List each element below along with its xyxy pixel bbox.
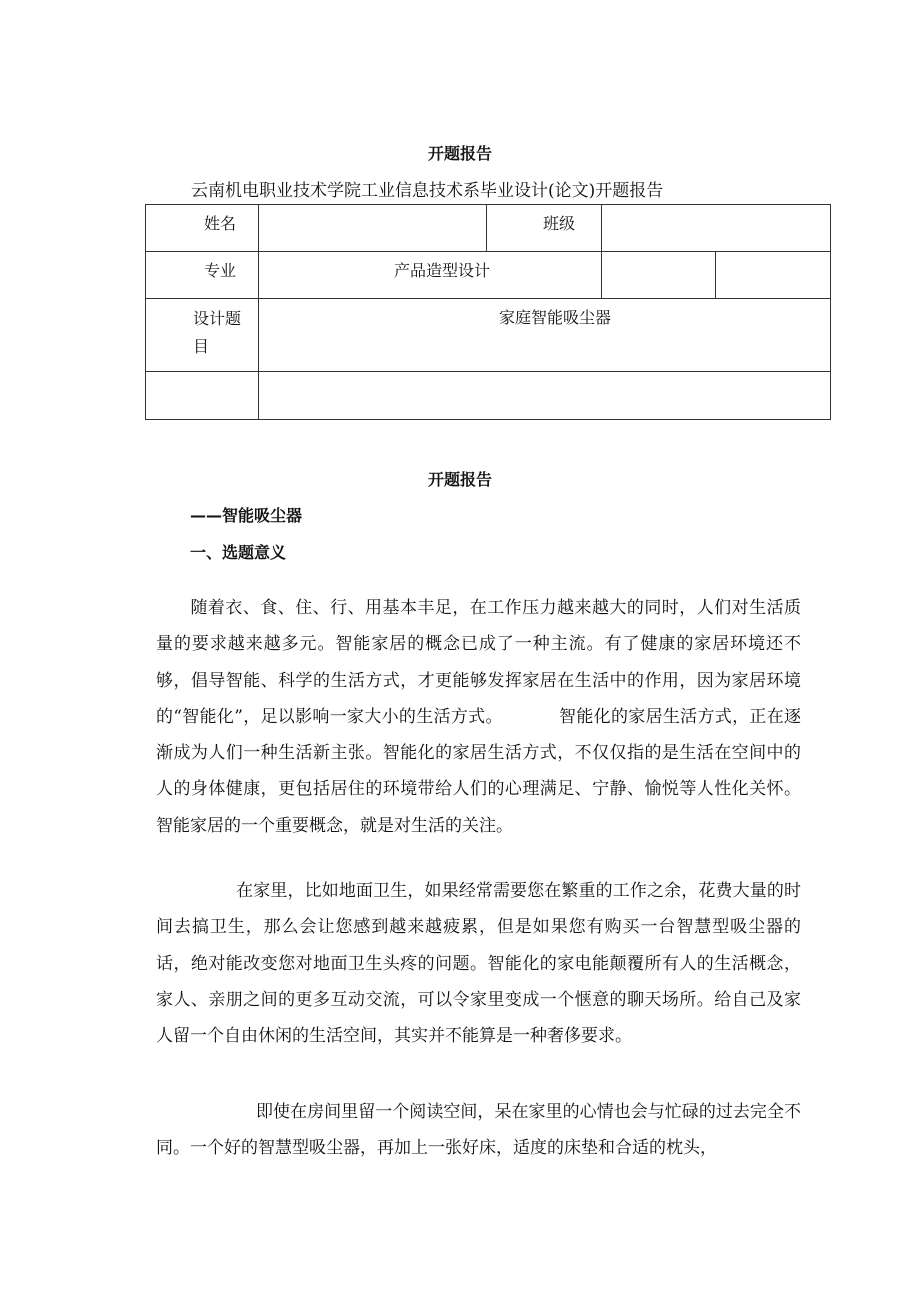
class-value-cell[interactable] bbox=[602, 205, 831, 252]
topic-value: 家庭智能吸尘器 bbox=[499, 308, 612, 327]
paragraph-3-text: 即使在房间里留一个阅读空间，呆在家里的心情也会与忙碌的过去完全不同。一个好的智慧型吸尘器，再加上一张好床，适度的床垫和合适的枕头， bbox=[156, 1102, 801, 1159]
blank-cell-1[interactable] bbox=[602, 252, 716, 299]
name-value bbox=[259, 205, 486, 214]
form-row-name bbox=[146, 205, 831, 252]
topic-value-cell[interactable] bbox=[259, 299, 831, 372]
name-label: 姓名 bbox=[204, 214, 237, 233]
page-title: 开题报告 bbox=[427, 144, 492, 163]
report-title: 开题报告 bbox=[427, 470, 492, 489]
body-paragraph-3 bbox=[156, 1094, 801, 1167]
name-label-cell bbox=[146, 205, 259, 252]
paragraph-1-part-1: 随着衣、食、住、行、用基本丰足，在工作压力越来越大的同时，人们对生活质量的要求越来越多元。智能家居的概念已成了一种主流。有了健康的家居环境还不够，倡导智能、科学的生活方式，才更能够发挥家居在生活中的作用，因为家居环境的“智能化”，足以影响一家大小的生活方式。 bbox=[156, 598, 801, 727]
topic-label-cell bbox=[146, 299, 259, 372]
paragraph-1-part-2: 智能化的家居生活方式，正在逐渐成为人们一种生活新主张。智能化的家居生活方式，不仅仅指的是生活在空间中的人的身体健康，更包括居住的环境带给人们的心理满足、宁静、愉悦等人性化关怀。智能家居的一个重要概念，就是对生活的关注。 bbox=[156, 706, 801, 836]
major-label-cell bbox=[146, 252, 259, 299]
body-paragraph-1 bbox=[156, 590, 801, 844]
form-row-topic bbox=[146, 299, 831, 372]
name-value-cell[interactable] bbox=[259, 205, 487, 252]
class-label: 班级 bbox=[543, 214, 576, 233]
section-heading: 一、选题意义 bbox=[190, 543, 287, 562]
blank-cell-2[interactable] bbox=[716, 252, 831, 299]
form-row-empty bbox=[146, 372, 831, 420]
class-label-cell bbox=[487, 205, 602, 252]
empty-label-cell bbox=[146, 372, 259, 420]
proposal-form-table bbox=[145, 204, 831, 420]
empty-value-cell[interactable] bbox=[259, 372, 831, 420]
form-row-major bbox=[146, 252, 831, 299]
class-value bbox=[602, 205, 830, 214]
major-value: 产品造型设计 bbox=[394, 261, 491, 280]
paragraph-2-text: 在家里，比如地面卫生，如果经常需要您在繁重的工作之余，花费大量的时间去搞卫生，那么会让您感到越来越疲累，但是如果您有购买一台智慧型吸尘器的话，绝对能改变您对地面卫生头疼的问题。智能化的家电能颠覆所有人的生活概念，家人、亲朋之间的更多互动交流，可以令家里变成一个惬意的聊天场所。给自己及家人留一个自由休闲的生活空间，其实并不能算是一种奢侈要求。 bbox=[156, 881, 801, 1047]
report-subtitle: ——智能吸尘器 bbox=[190, 506, 303, 525]
major-label: 专业 bbox=[204, 261, 237, 280]
page-subtitle: 云南机电职业技术学院工业信息技术系毕业设计(论文)开题报告 bbox=[191, 181, 664, 201]
body-paragraph-2 bbox=[156, 873, 801, 1054]
topic-label: 设计题目 bbox=[193, 309, 242, 356]
major-value-cell[interactable] bbox=[259, 252, 602, 299]
